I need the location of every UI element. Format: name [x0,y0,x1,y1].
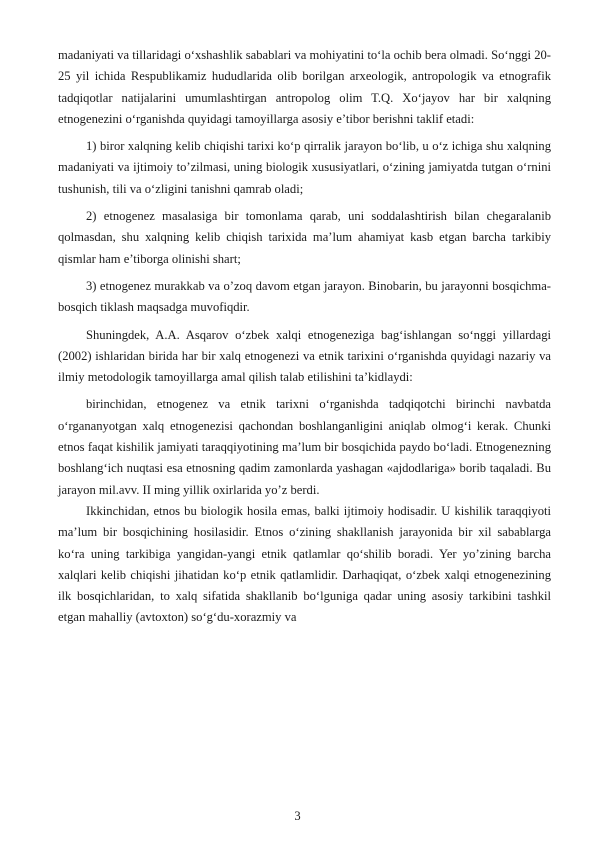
paragraph-second-point: Ikkinchidan, etnos bu biologik hosila emas, balki ijtimoiy hodisadir. U kishilik taraqqiyoti ma’lum bir bosqichining hosilasidir. Etnos o‘zining shakllanish jarayonida bir xil sabablarga ko‘ra uning tarkibiga yangidan-yangi etnik qatlamlar qo‘shilib boradi. Yer yo’zining barcha xalqlari kelib chiqishi jihatidan ko‘p etnik qatlamlidir. Darhaqiqat, o‘zbek xalqi etnogenezining ilk bosqichlaridan, to xalq sifatida shakllanib bo‘lguniga qadar uning asosiy tarkibini tashkil etgan mahalliy (avtoxton) so‘g‘du-xorazmiy va [58,503,551,625]
paragraph-principle-3: 3) etnogenez murakkab va o’zoq davom etgan jarayon. Binobarin, bu jarayonni bosqichma-bosqich tiklash maqsadga muvofiqdir. [58,278,551,315]
paragraph-asqarov: Shuningdek, A.A. Asqarov o‘zbek xalqi etnogeneziga bag‘ishlangan so‘nggi yillardagi (2002) ishlaridan birida har bir xalq etnogenezi va etnik tarixini o‘rganishda quyidagi nazariy va ilmiy metodologik tamoyillarga amal qilish talab etilishini ta’kidlaydi: [58,327,551,385]
document-body [58,45,551,629]
paragraph-principle-1: 1) biror xalqning kelib chiqishi tarixi ko‘p qirralik jarayon bo‘lib, u o‘z ichiga shu xalqning madaniyati va ijtimoiy to’zilmasi, uning biologik xususiyatlari, o‘zining jamiyatda tutgan o‘rnini tushunish, tili va o‘zligini tanishni qamrab oladi; [58,139,551,196]
paragraph-continuation: madaniyati va tillaridagi o‘xshashlik sabablari va mohiyatini to‘la ochib bera olmadi. So‘nggi 20-25 yil ichida Respublikamiz hududlarida olib borilgan arxeologik, antropologik va etnografik tadqiqotlar natijalarini umumlashtirgan antropolog olim T.Q. Xo‘jayov har bir xalqning etnogenezini o‘rganishda quyidagi tamoyillarga asosiy e’tibor berishni taklif etadi: [58,48,551,126]
page-number: 3 [294,809,301,823]
paragraph-principle-2: 2) etnogenez masalasiga bir tomonlama qarab, uni soddalashtirish bilan chegaralanib qolmasdan, shu xalqning kelib chiqish tarixida ma’lum ahamiyat kasb etgan barcha tarkibiy qismlar ham e’tiborga olinishi shart; [58,209,551,266]
paragraph-first-point: birinchidan, etnogenez va etnik tarixni o‘rganishda tadqiqotchi birinchi navbatda o‘rgananyotgan xalq etnogenezisi qachondan boshlanganligini aniqlab olmog‘i kerak. Chunki etnos faqat kishilik jamiyati taraqqiyotining ma’lum bir bosqichida paydo bo‘ladi. Etnogenezning boshlang‘ich nuqtasi esa etnosning qadim zamonlarda yashagan «ajdodlariga» borib taqaladi. Bu jarayon mil.avv. II ming yillik oxirlarida yo’z berdi. [58,397,551,497]
